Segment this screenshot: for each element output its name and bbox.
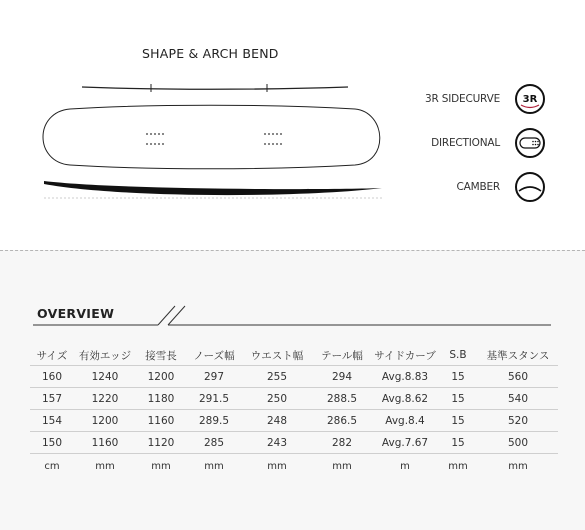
column-header: テール幅: [312, 345, 372, 366]
table-cell: 15: [438, 432, 478, 454]
directional-icon: [514, 127, 546, 159]
table-cell: 1200: [136, 366, 186, 388]
feature-label-3r-sidecurve: 3R SIDECURVE: [425, 93, 500, 105]
column-header: 基準スタンス: [478, 345, 558, 366]
column-header: 有効エッジ: [74, 345, 136, 366]
table-cell: 157: [30, 388, 74, 410]
board-outline: [43, 105, 380, 169]
unit-cell: mm: [508, 460, 528, 472]
table-cell: 289.5: [186, 410, 242, 432]
3r-sidecurve-icon: [514, 83, 546, 115]
table-cell: 540: [478, 388, 558, 410]
table-cell: 160: [30, 366, 74, 388]
table-cell: 1220: [74, 388, 136, 410]
table-cell: 1160: [74, 432, 136, 454]
table-cell: 255: [242, 366, 312, 388]
table-cell: Avg.8.83: [372, 366, 438, 388]
camber-icon: [514, 171, 546, 203]
unit-cell: mm: [95, 460, 115, 472]
table-cell: 150: [30, 432, 74, 454]
table-cell: 1200: [74, 410, 136, 432]
shape-title: SHAPE & ARCH BEND: [142, 46, 279, 61]
table-cell: Avg.7.67: [372, 432, 438, 454]
overview-title: OVERVIEW: [37, 306, 115, 321]
table-cell: 1160: [136, 410, 186, 432]
unit-cell: mm: [151, 460, 171, 472]
column-header: サイズ: [30, 345, 74, 366]
table-row: [30, 366, 558, 388]
column-header: サイドカーブ: [372, 345, 438, 366]
column-header: ノーズ幅: [186, 345, 242, 366]
table-cell: 250: [242, 388, 312, 410]
unit-cell: cm: [44, 460, 60, 472]
table-row: [30, 388, 558, 410]
column-header: ウエスト幅: [242, 345, 312, 366]
camber-profile: [44, 181, 382, 195]
table-cell: 1120: [136, 432, 186, 454]
table-cell: 1180: [136, 388, 186, 410]
table-cell: 15: [438, 388, 478, 410]
table-cell: 15: [438, 410, 478, 432]
table-cell: 248: [242, 410, 312, 432]
column-header: S.B: [438, 345, 478, 366]
spec-table: [30, 345, 558, 478]
board-diagram: [30, 78, 390, 208]
table-cell: 500: [478, 432, 558, 454]
table-cell: 154: [30, 410, 74, 432]
table-cell: 15: [438, 366, 478, 388]
unit-cell: mm: [204, 460, 224, 472]
table-cell: 243: [242, 432, 312, 454]
table-cell: 1240: [74, 366, 136, 388]
svg-text:3R: 3R: [522, 94, 538, 105]
table-cell: Avg.8.62: [372, 388, 438, 410]
shape-panel: [0, 0, 585, 250]
table-cell: 297: [186, 366, 242, 388]
table-cell: 294: [312, 366, 372, 388]
column-header: 接雪長: [136, 345, 186, 366]
feature-label-directional: DIRECTIONAL: [431, 137, 500, 149]
table-cell: 286.5: [312, 410, 372, 432]
table-cell: 288.5: [312, 388, 372, 410]
units-row: [30, 454, 558, 479]
table-cell: 282: [312, 432, 372, 454]
unit-cell: mm: [267, 460, 287, 472]
unit-cell: mm: [332, 460, 352, 472]
table-cell: 291.5: [186, 388, 242, 410]
table-cell: 560: [478, 366, 558, 388]
table-row: [30, 410, 558, 432]
unit-cell: mm: [448, 460, 468, 472]
table-cell: Avg.8.4: [372, 410, 438, 432]
table-header-row: [30, 345, 558, 366]
feature-label-camber: CAMBER: [456, 181, 500, 193]
table-cell: 285: [186, 432, 242, 454]
table-cell: 520: [478, 410, 558, 432]
board-profile-line: [82, 87, 348, 89]
table-row: [30, 432, 558, 454]
unit-cell: m: [400, 460, 410, 472]
